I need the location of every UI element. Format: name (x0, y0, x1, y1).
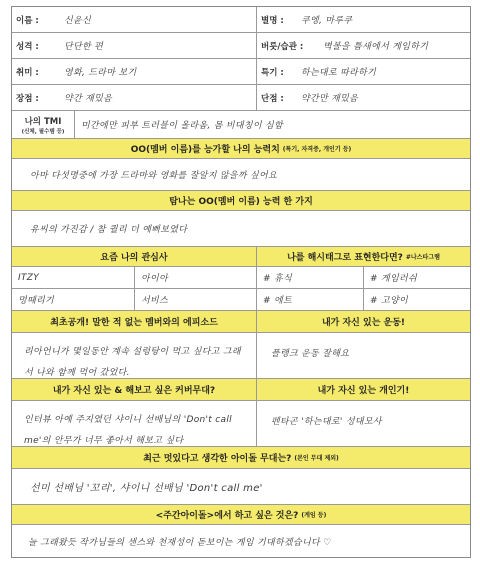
interest-item: 서비스 (141, 296, 168, 306)
tmi-value: 미간에만 피부 트러블이 올라옴, 몸 비대칭이 심함 (81, 121, 284, 131)
skill-label: 특기 : (261, 67, 284, 78)
covet-answer: 유씨의 가진감 / 참 퀄리 더 예뻐보였다 (30, 225, 188, 235)
episode-answer-row (12, 333, 470, 379)
talent-title: 내가 자신 있는 개인기! (317, 386, 410, 396)
covet-answer-row (12, 211, 470, 247)
profile-sheet (11, 6, 471, 558)
idol-answer-row (12, 469, 470, 505)
personality-value: 단단한 편 (64, 42, 104, 52)
row-tmi (12, 111, 470, 139)
nickname-label: 별명 : (261, 15, 284, 26)
weekly-answer-row (12, 525, 470, 557)
hashtag-title: 나를 해시태그로 표현한다면? (287, 253, 403, 263)
episode-answer: 리아언니가 몇일동안 계속 설렁탕이 먹고 싶다고 그래서 나와 함께 먹어 갔었다. (24, 347, 241, 378)
ability-note: (특기, 자격증, 개인기 등) (282, 146, 352, 153)
ability-answer: 아마 다섯명중에 가장 드라마와 영화를 잘알지 않을까 싶어요 (30, 171, 277, 181)
weakness-label: 단점 : (261, 93, 284, 104)
cover-header (12, 379, 470, 401)
strength-value: 약간 재밌음 (64, 94, 113, 104)
hashtag-item: # 게임러쉬 (370, 274, 417, 284)
idol-answer: 선미 선배님 '꼬리', 샤이니 선배님 'Don't call me' (30, 483, 263, 494)
row-name (12, 7, 470, 33)
idol-title: 최근 멋있다고 생각한 아이돌 무대는? (143, 454, 292, 464)
row-personality (12, 33, 470, 59)
name-value: 신윤신 (64, 16, 91, 26)
episode-header (12, 311, 470, 333)
sport-answer: 플랭크 운동 잘해요 (271, 349, 350, 359)
row-hobby (12, 59, 470, 85)
talent-answer: 펜타곤 '하는대로' 성대모사 (271, 417, 382, 427)
tmi-label: 나의 TMI (24, 116, 62, 127)
hashtag-item: # 고양이 (370, 296, 408, 306)
weakness-value: 약간만 재밌음 (301, 94, 359, 104)
interest-item: ITZY (18, 272, 40, 283)
hashtag-note: #나스타그램 (405, 254, 440, 261)
name-label: 이름 : (16, 15, 39, 26)
interests-row-2 (12, 289, 470, 311)
hashtag-item: # 휴식 (263, 274, 292, 284)
idol-note: (본인 무대 제외) (294, 455, 339, 462)
strength-label: 장점 : (16, 93, 39, 104)
weekly-title: <주간아이돌>에서 하고 싶은 것은? (155, 511, 299, 521)
interests-header (12, 247, 470, 267)
habit-value: 벽볼을 틈새에서 게임하기 (323, 42, 429, 52)
cover-answer: 인터뷰 아예 주지였던 샤이니 선배님의 'Don't call me'의 안무가 너무 좋아서 해보고 싶다 (24, 415, 232, 446)
ability-answer-row (12, 159, 470, 191)
weekly-header (12, 505, 470, 525)
covet-header (12, 191, 470, 211)
tmi-sub-label: (신체, 필수템 등) (21, 128, 65, 135)
episode-title: 최초공개! 말한 적 없는 멤버와의 에피소드 (50, 318, 218, 328)
interest-item: 멍때리기 (18, 296, 54, 306)
nickname-value: 쿠엥, 마루쿠 (301, 16, 353, 26)
interests-title: 요즘 나의 관심사 (100, 253, 168, 263)
hashtag-item: # 에트 (263, 296, 292, 306)
hobby-label: 취미 : (16, 67, 39, 78)
interests-row-1 (12, 267, 470, 289)
hobby-value: 영화, 드라마 보기 (64, 68, 137, 78)
row-strength (12, 85, 470, 111)
personality-label: 성격 : (16, 41, 39, 52)
covet-title: 탐나는 OO(멤버 이름) 능력 한 가지 (169, 197, 313, 207)
ability-title: OO(멤버 이름)를 능가할 나의 능력치 (130, 145, 280, 155)
weekly-note: (게임 등) (301, 512, 327, 519)
weekly-answer: 늘 그래왔듯 작가님들의 센스와 천재성이 돋보이는 게임 기대하겠습니다 ♡ (28, 537, 332, 548)
interest-item: 아이아 (141, 274, 168, 284)
idol-header (12, 447, 470, 469)
cover-answer-row (12, 401, 470, 447)
cover-title: 내가 자신 있는 & 해보고 싶은 커버무대? (52, 386, 216, 396)
habit-label: 버릇/습관 : (261, 41, 304, 52)
sport-title: 내가 자신 있는 운동! (321, 318, 406, 328)
ability-header (12, 139, 470, 159)
skill-value: 하는대로 따라하기 (301, 68, 377, 78)
